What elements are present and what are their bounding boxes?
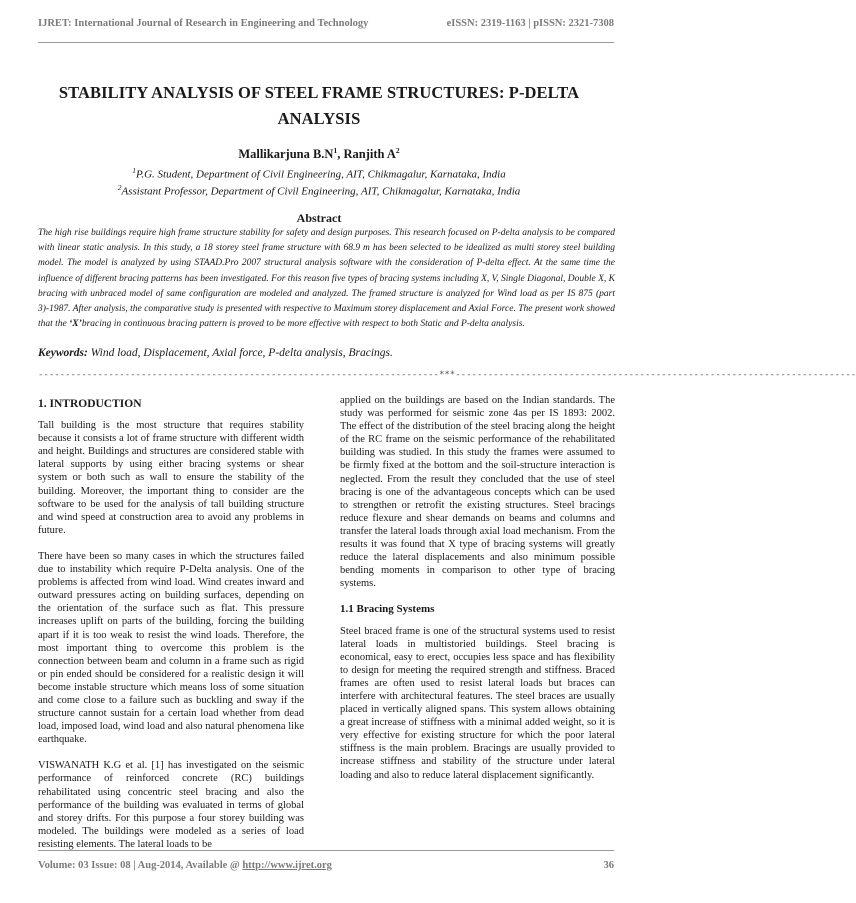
author-separator: , [337,147,344,162]
abstract-text [38,226,615,332]
author-1: Mallikarjuna B.N [238,147,334,162]
paragraph: Steel braced frame is one of the structural systems used to resist lateral loads in multistoried buildings. Steel bracing is economical, easy to erect, occupies less space and has flexibility to design for meeting the required strength and stiffness. Braced frames are often used to resist lateral loads but braces can interfere with architectural features. The steel braces are usually placed in vertically aligned spans. This system allows obtaining a great increase of stiffness with a minimal added weight, so it is very effective for existing structure for which the poor lateral stiffness is the main problem. Bracings are usually provided to increase stiffness and stability of the structure under lateral loading and also to reduce lateral displacement significantly. [340,625,615,781]
affiliation-1-text: P.G. Student, Department of Civil Engineering, AIT, Chikmagalur, Karnataka, India [136,168,506,181]
abstract-text-end: bracing in continuous bracing pattern is proved to be more effective with respect to both Static and P-delta analysis. [81,319,525,330]
title-line-2: ANALYSIS [277,109,361,128]
issn-numbers: eISSN: 2319-1163 | pISSN: 2321-7308 [446,18,614,29]
affiliation-2 [0,183,638,198]
paper-title [30,80,608,132]
journal-link[interactable]: http://www.ijret.org [242,860,332,871]
author-2-sup: 2 [395,146,400,155]
abstract-text-main: The high rise buildings require high frame structure stability for safety and design purposes. This research focused on P-delta analysis to be compared with linear static analysis. In this study, a 18 storey steel frame structure with 68.9 m has been selected to be idealized as multi storey steel building model. The model is analyzed by using STAAD.Pro 2007 structural analysis software with the consideration of P-delta effect. At the same time the influence of different bracing patterns has been investigated. For this reason five types of bracing systems including X, V, Single Diagonal, Double X, K bracing with unbraced model of same configuration are modeled and analyzed. The framed structure is analyzed for Wind load as per IS 875 (part 3)-1987. After analysis, the comparative study is presented with respective to Maximum storey displacement and Axial Force. The present work showed that the [38,228,615,330]
journal-name: IJRET: International Journal of Research in Engineering and Technology [38,18,369,29]
page-footer [38,850,614,881]
right-column [340,394,615,795]
paragraph: There have been so many cases in which the structures failed due to instability which require P-Delta analysis. One of the problems is affected from wind load. Wind creates inward and outward pressures acting on building surfaces, depending on the orientation of the surface such as flat. This pressure increases uplift on parts of the building, forcing the building apart if it is too weak to resist the wind loads. Therefore, the most important thing to overcome this problem is the connection between beam and column in a frame such as rigid or pin ended should be considered for a realistic design it will become instable structure which means loss of some situation and come close to a failure such as buckling and sway if the structure cannot sustain for a certain load whether from dead load, imposed load, wind load and also natural phenomena like earthquake. [38,550,304,746]
paragraph: applied on the buildings are based on the Indian standards. The study was performed for seismic zone 4as per IS 1893: 2002. The effect of the distribution of the steel bracing along the height of the RC frame on the seismic performance of the rehabilitated building was studied. In this study the frames were assumed to be firmly fixed at the bottom and the soil-structure interaction is neglected. From the result they concluded that the use of steel bracing is one of the advantageous concepts which can be used to strengthen or retrofit the existing structures. Steel bracings reduce flexure and shear demands on beams and columns and transfer the lateral loads through axial load mechanism. From the results it was found that X type of bracing systems will greatly reduce the lateral displacements and also minimum possible bending moments in comparison to other type of bracing systems. [340,395,615,590]
divider-mark: *** [438,370,456,380]
author-list [0,146,638,162]
left-column [38,394,304,864]
author-2: Ranjith A [343,147,396,162]
divider-left: -------------------------------------------------------------------------- [38,370,439,380]
keywords-label: Keywords: [38,347,88,359]
title-line-1: STABILITY ANALYSIS OF STEEL FRAME STRUCTURES: P-DELTA [58,83,580,102]
affiliation-2-sup: 2 [117,183,122,192]
paragraph: VISWANATH K.G et al. [1] has investigated on the seismic performance of reinforced concrete (RC) buildings rehabilitated using concentric steel bracing and also the performance of the building was evaluated in terms of global and storey drifts. For this purpose a four storey building was modeled. The buildings were modeled as a series of load resisting elements. The lateral loads to be [38,760,304,850]
abstract-heading: Abstract [296,211,342,225]
bracing-systems-heading: 1.1 Bracing Systems [340,603,435,616]
divider-right: -------------------------------------------------------------------------- [455,370,856,380]
footer-volume-info [38,860,332,871]
section-divider [38,370,856,382]
affiliation-2-text: Assistant Professor, Department of Civil Engineering, AIT, Chikmagalur, Karnataka, India [121,185,521,198]
page-number: 36 [603,860,614,871]
paragraph: Tall building is the most structure that requires stability because it consists a lot of frame structure with different width and height. Buildings and structures are considered stable with lateral supports by using either bracing systems or shear system or both such as wall to ensure the stability of the building. Moreover, the important thing to consider are the software to be used for the analysis of tall building structure and wind speed at construction area to avoid any problems in future. [38,420,304,536]
abstract-text-bold: ‘X’ [69,319,82,330]
introduction-heading: 1. INTRODUCTION [38,398,142,410]
keywords [38,347,615,359]
affiliation-1-sup: 1 [132,166,137,175]
author-1-sup: 1 [333,146,338,155]
affiliation-1 [0,166,638,181]
keywords-text: Wind load, Displacement, Axial force, P-delta analysis, Bracings. [87,347,393,359]
footer-text: Volume: 03 Issue: 08 | Aug-2014, Available @ [38,860,243,871]
page-header [38,14,614,43]
